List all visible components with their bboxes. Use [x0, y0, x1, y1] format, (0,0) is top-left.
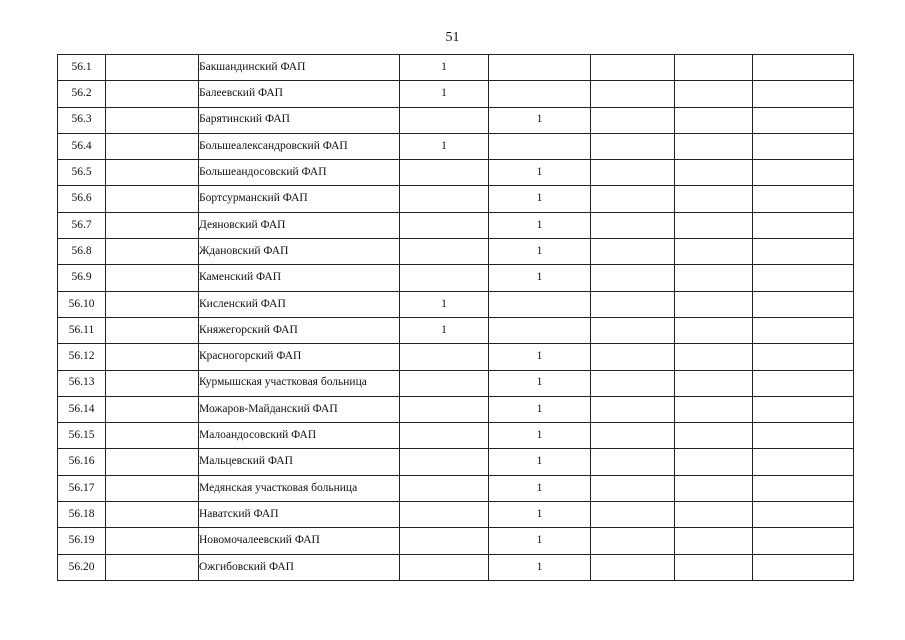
- facility-name-cell: Новомочалеевский ФАП: [199, 528, 400, 554]
- value-cell-2: 1: [489, 186, 591, 212]
- table-row: [58, 344, 854, 370]
- empty-cell: [106, 212, 199, 238]
- empty-cell: [675, 528, 753, 554]
- row-number-cell: 56.17: [58, 475, 106, 501]
- facilities-table: [57, 54, 854, 581]
- value-cell-1: [400, 239, 489, 265]
- row-number-cell: 56.15: [58, 423, 106, 449]
- empty-cell: [675, 475, 753, 501]
- facility-name-cell: Деяновский ФАП: [199, 212, 400, 238]
- facility-name-cell: Каменский ФАП: [199, 265, 400, 291]
- empty-cell: [106, 55, 199, 81]
- value-cell-1: [400, 344, 489, 370]
- value-cell-1: [400, 370, 489, 396]
- row-number-cell: 56.6: [58, 186, 106, 212]
- row-number-cell: 56.12: [58, 344, 106, 370]
- empty-cell: [591, 475, 675, 501]
- empty-cell: [675, 107, 753, 133]
- facility-name-cell: Бортсурманский ФАП: [199, 186, 400, 212]
- row-number-cell: 56.3: [58, 107, 106, 133]
- empty-cell: [753, 502, 854, 528]
- empty-cell: [591, 449, 675, 475]
- empty-cell: [675, 55, 753, 81]
- empty-cell: [106, 528, 199, 554]
- empty-cell: [106, 475, 199, 501]
- table-row: [58, 239, 854, 265]
- value-cell-1: [400, 186, 489, 212]
- empty-cell: [591, 81, 675, 107]
- table-row: [58, 396, 854, 422]
- value-cell-1: 1: [400, 55, 489, 81]
- value-cell-1: 1: [400, 317, 489, 343]
- empty-cell: [591, 265, 675, 291]
- table-row: [58, 212, 854, 238]
- empty-cell: [106, 133, 199, 159]
- value-cell-2: [489, 317, 591, 343]
- row-number-cell: 56.5: [58, 160, 106, 186]
- page-number: 51: [445, 30, 460, 45]
- facility-name-cell: Балеевский ФАП: [199, 81, 400, 107]
- empty-cell: [591, 107, 675, 133]
- empty-cell: [753, 133, 854, 159]
- value-cell-1: [400, 502, 489, 528]
- empty-cell: [106, 291, 199, 317]
- table-row: [58, 133, 854, 159]
- empty-cell: [675, 186, 753, 212]
- value-cell-1: 1: [400, 291, 489, 317]
- row-number-cell: 56.11: [58, 317, 106, 343]
- value-cell-2: [489, 55, 591, 81]
- value-cell-2: 1: [489, 107, 591, 133]
- table-row: [58, 502, 854, 528]
- empty-cell: [753, 265, 854, 291]
- facility-name-cell: Наватский ФАП: [199, 502, 400, 528]
- value-cell-2: 1: [489, 344, 591, 370]
- empty-cell: [753, 344, 854, 370]
- table-row: [58, 160, 854, 186]
- table-row: [58, 107, 854, 133]
- value-cell-1: [400, 528, 489, 554]
- value-cell-1: [400, 212, 489, 238]
- row-number-cell: 56.20: [58, 554, 106, 580]
- empty-cell: [591, 554, 675, 580]
- empty-cell: [753, 55, 854, 81]
- facility-name-cell: Медянская участковая больница: [199, 475, 400, 501]
- empty-cell: [675, 449, 753, 475]
- row-number-cell: 56.4: [58, 133, 106, 159]
- empty-cell: [675, 81, 753, 107]
- empty-cell: [753, 186, 854, 212]
- empty-cell: [753, 107, 854, 133]
- value-cell-1: [400, 423, 489, 449]
- value-cell-2: 1: [489, 423, 591, 449]
- empty-cell: [106, 265, 199, 291]
- empty-cell: [591, 55, 675, 81]
- table-row: [58, 81, 854, 107]
- row-number-cell: 56.7: [58, 212, 106, 238]
- empty-cell: [753, 317, 854, 343]
- value-cell-2: 1: [489, 396, 591, 422]
- value-cell-2: [489, 133, 591, 159]
- empty-cell: [675, 239, 753, 265]
- row-number-cell: 56.18: [58, 502, 106, 528]
- empty-cell: [106, 186, 199, 212]
- empty-cell: [675, 212, 753, 238]
- value-cell-2: [489, 291, 591, 317]
- value-cell-1: [400, 554, 489, 580]
- empty-cell: [675, 554, 753, 580]
- empty-cell: [106, 317, 199, 343]
- row-number-cell: 56.14: [58, 396, 106, 422]
- table-row: [58, 528, 854, 554]
- value-cell-1: [400, 475, 489, 501]
- value-cell-2: 1: [489, 554, 591, 580]
- empty-cell: [675, 265, 753, 291]
- table-row: [58, 186, 854, 212]
- table-row: [58, 291, 854, 317]
- empty-cell: [675, 317, 753, 343]
- value-cell-2: 1: [489, 370, 591, 396]
- empty-cell: [106, 449, 199, 475]
- empty-cell: [753, 396, 854, 422]
- empty-cell: [591, 344, 675, 370]
- facility-name-cell: Можаров-Майданский ФАП: [199, 396, 400, 422]
- empty-cell: [106, 344, 199, 370]
- row-number-cell: 56.8: [58, 239, 106, 265]
- value-cell-1: 1: [400, 133, 489, 159]
- value-cell-2: 1: [489, 502, 591, 528]
- table-row: [58, 554, 854, 580]
- value-cell-1: [400, 160, 489, 186]
- table-body: [58, 55, 854, 581]
- row-number-cell: 56.19: [58, 528, 106, 554]
- empty-cell: [106, 554, 199, 580]
- empty-cell: [106, 81, 199, 107]
- facility-name-cell: Курмышская участковая больница: [199, 370, 400, 396]
- empty-cell: [675, 160, 753, 186]
- empty-cell: [753, 160, 854, 186]
- value-cell-1: 1: [400, 81, 489, 107]
- empty-cell: [753, 528, 854, 554]
- row-number-cell: 56.2: [58, 81, 106, 107]
- empty-cell: [106, 396, 199, 422]
- facility-name-cell: Красногорский ФАП: [199, 344, 400, 370]
- table-row: [58, 449, 854, 475]
- facility-name-cell: Ждановский ФАП: [199, 239, 400, 265]
- empty-cell: [106, 160, 199, 186]
- value-cell-2: 1: [489, 475, 591, 501]
- empty-cell: [591, 370, 675, 396]
- facility-name-cell: Большеалександровский ФАП: [199, 133, 400, 159]
- empty-cell: [591, 212, 675, 238]
- empty-cell: [675, 502, 753, 528]
- value-cell-1: [400, 449, 489, 475]
- value-cell-1: [400, 396, 489, 422]
- empty-cell: [675, 133, 753, 159]
- facility-name-cell: Кисленский ФАП: [199, 291, 400, 317]
- row-number-cell: 56.16: [58, 449, 106, 475]
- facility-name-cell: Большеандосовский ФАП: [199, 160, 400, 186]
- row-number-cell: 56.13: [58, 370, 106, 396]
- empty-cell: [106, 239, 199, 265]
- empty-cell: [753, 239, 854, 265]
- value-cell-2: 1: [489, 239, 591, 265]
- empty-cell: [675, 344, 753, 370]
- empty-cell: [106, 370, 199, 396]
- empty-cell: [591, 502, 675, 528]
- empty-cell: [591, 133, 675, 159]
- facility-name-cell: Бакшандинский ФАП: [199, 55, 400, 81]
- facility-name-cell: Барятинский ФАП: [199, 107, 400, 133]
- empty-cell: [675, 291, 753, 317]
- value-cell-2: 1: [489, 212, 591, 238]
- empty-cell: [591, 291, 675, 317]
- value-cell-2: 1: [489, 449, 591, 475]
- empty-cell: [753, 291, 854, 317]
- table-row: [58, 55, 854, 81]
- empty-cell: [106, 423, 199, 449]
- row-number-cell: 56.9: [58, 265, 106, 291]
- value-cell-1: [400, 107, 489, 133]
- empty-cell: [753, 370, 854, 396]
- table-row: [58, 423, 854, 449]
- empty-cell: [753, 475, 854, 501]
- empty-cell: [753, 81, 854, 107]
- empty-cell: [591, 528, 675, 554]
- empty-cell: [753, 423, 854, 449]
- table-row: [58, 265, 854, 291]
- empty-cell: [753, 554, 854, 580]
- facility-name-cell: Ожгибовский ФАП: [199, 554, 400, 580]
- empty-cell: [591, 396, 675, 422]
- empty-cell: [753, 212, 854, 238]
- empty-cell: [591, 317, 675, 343]
- table-row: [58, 370, 854, 396]
- facility-name-cell: Мальцевский ФАП: [199, 449, 400, 475]
- empty-cell: [106, 107, 199, 133]
- table-row: [58, 317, 854, 343]
- row-number-cell: 56.10: [58, 291, 106, 317]
- facility-name-cell: Княжегорский ФАП: [199, 317, 400, 343]
- empty-cell: [675, 396, 753, 422]
- empty-cell: [753, 449, 854, 475]
- value-cell-2: 1: [489, 265, 591, 291]
- value-cell-2: [489, 81, 591, 107]
- empty-cell: [591, 239, 675, 265]
- table-row: [58, 475, 854, 501]
- value-cell-1: [400, 265, 489, 291]
- row-number-cell: 56.1: [58, 55, 106, 81]
- empty-cell: [675, 423, 753, 449]
- empty-cell: [591, 186, 675, 212]
- facility-name-cell: Малоандосовский ФАП: [199, 423, 400, 449]
- value-cell-2: 1: [489, 528, 591, 554]
- empty-cell: [591, 160, 675, 186]
- empty-cell: [675, 370, 753, 396]
- empty-cell: [591, 423, 675, 449]
- empty-cell: [106, 502, 199, 528]
- value-cell-2: 1: [489, 160, 591, 186]
